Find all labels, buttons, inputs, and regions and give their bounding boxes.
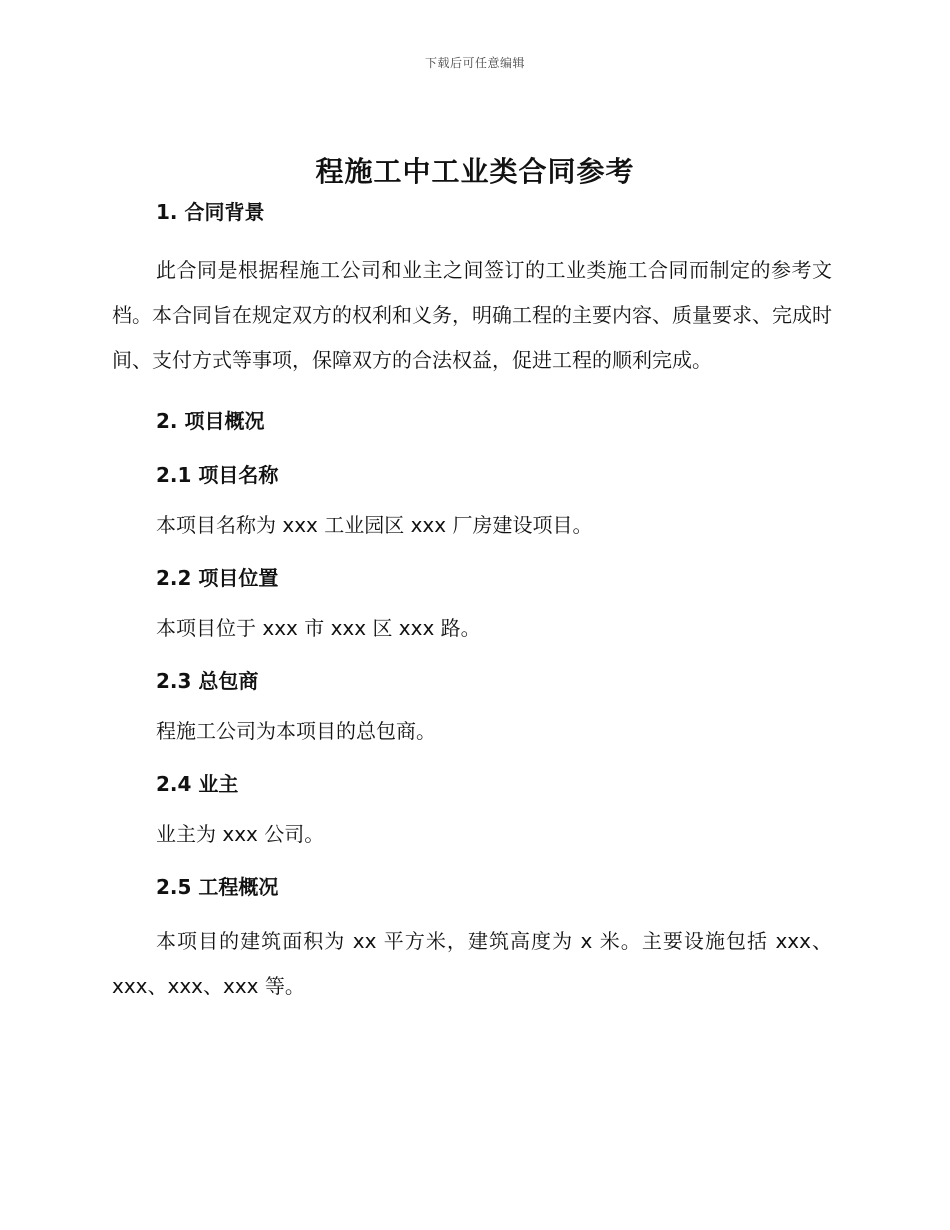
section-heading-2-5: 2.5 工程概况: [156, 875, 279, 899]
section-heading-2-1: 2.1 项目名称: [156, 463, 279, 487]
section-heading-2: 2. 项目概况: [156, 409, 265, 433]
section-paragraph-2-2: 本项目位于 xxx 市 xxx 区 xxx 路。: [156, 616, 481, 640]
section-heading-2-4: 2.4 业主: [156, 772, 239, 796]
section-paragraph-2-1: 本项目名称为 xxx 工业园区 xxx 厂房建设项目。: [156, 513, 593, 537]
header-note: 下载后可任意编辑: [424, 56, 525, 70]
section-paragraph-2-3: 程施工公司为本项目的总包商。: [156, 719, 436, 743]
section-paragraph-2-5: 本项目的建筑面积为 xx 平方米，建筑高度为 x 米。主要设施包括 xxx、xxx、xxx、xxx 等。: [112, 929, 832, 998]
document-title: 程施工中工业类合同参考: [315, 155, 635, 188]
section-paragraph-1: 此合同是根据程施工公司和业主之间签订的工业类施工合同而制定的参考文档。本合同旨在规定双方的权利和义务，明确工程的主要内容、质量要求、完成时间、支付方式等事项，保障双方的合法权益，促进工程的顺利完成。: [112, 258, 832, 372]
section-heading-1: 1. 合同背景: [156, 200, 265, 224]
document-body: [112, 198, 832, 1009]
section-heading-2-2: 2.2 项目位置: [156, 566, 279, 590]
section-paragraph-2-4: 业主为 xxx 公司。: [156, 822, 325, 846]
section-heading-2-3: 2.3 总包商: [156, 669, 259, 693]
